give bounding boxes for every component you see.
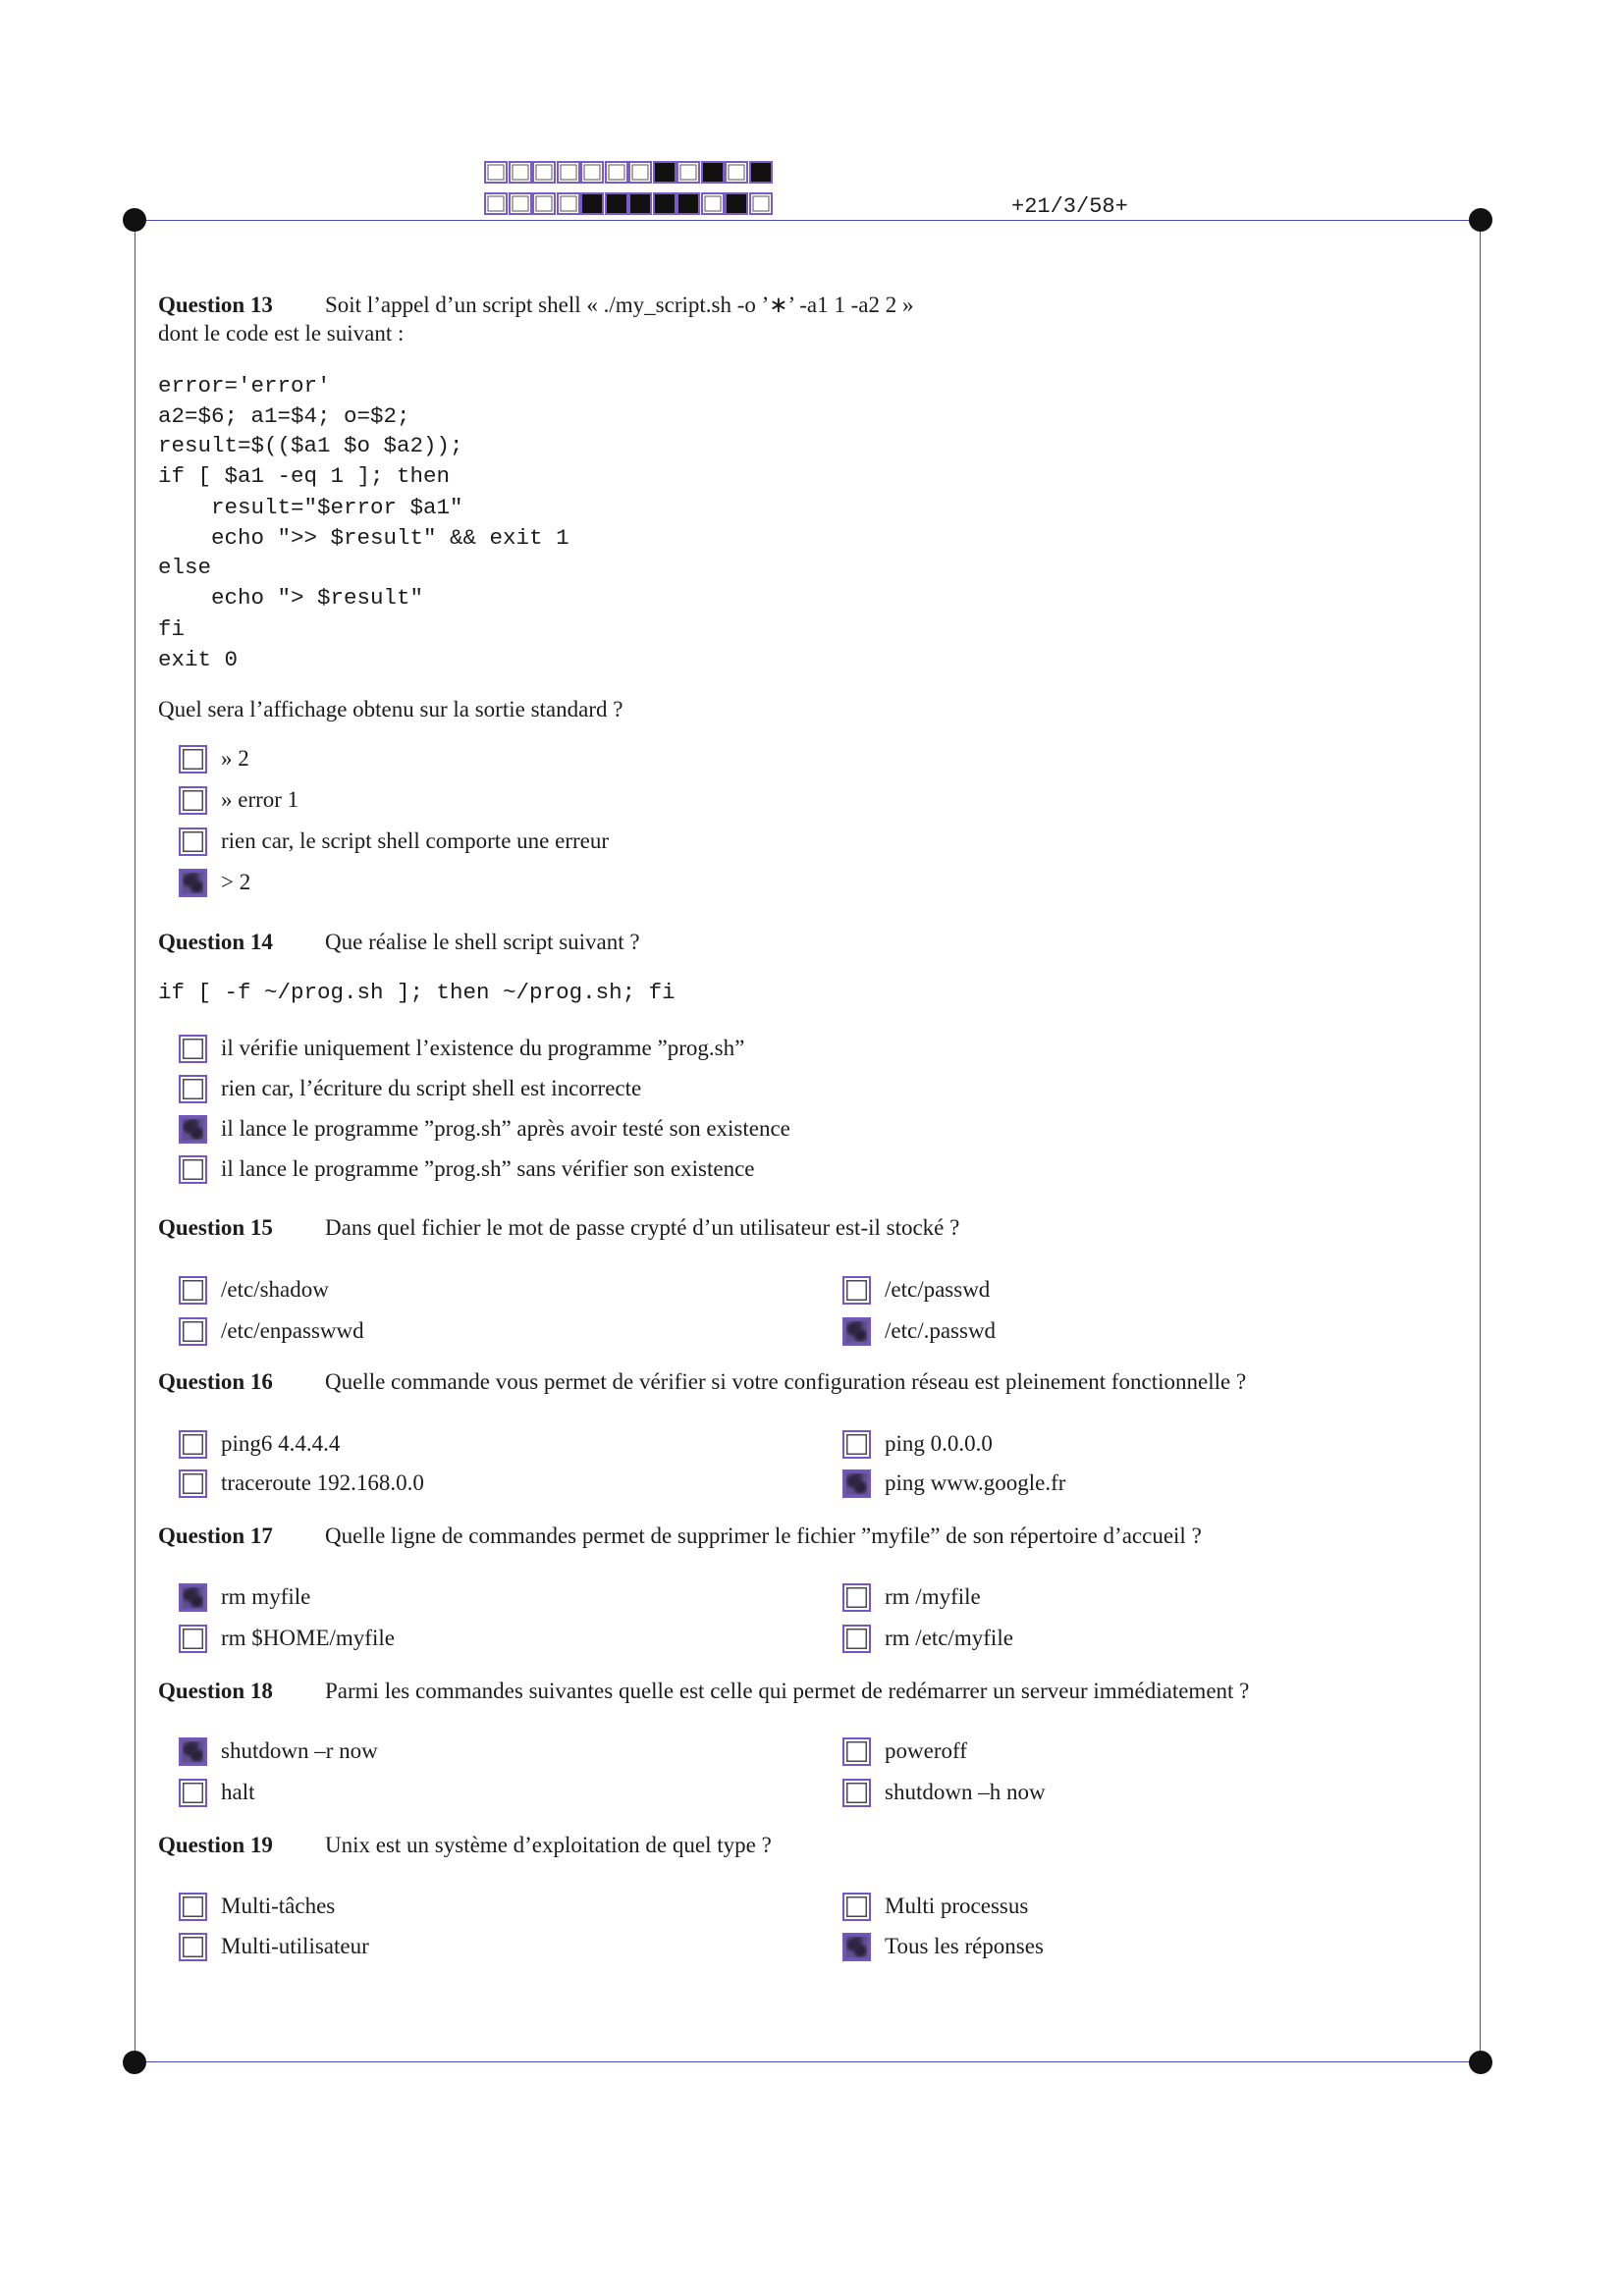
answer-option: [179, 1429, 340, 1459]
answer-label: /etc/passwd: [885, 1277, 991, 1302]
answer-label: rm myfile: [221, 1584, 311, 1609]
answer-label: ping 0.0.0.0: [885, 1431, 993, 1456]
answer-option: [179, 1316, 364, 1346]
answer-label: Multi-tâches: [221, 1894, 336, 1918]
answer-checkbox[interactable]: [179, 1155, 207, 1184]
answer-option: [179, 1074, 641, 1103]
answer-checkbox[interactable]: [179, 1469, 207, 1498]
answer-label: Multi processus: [885, 1894, 1029, 1918]
answer-option: [179, 744, 249, 774]
answer-checkbox[interactable]: [179, 1779, 207, 1807]
barcode-cell: [653, 192, 677, 215]
answer-checkbox[interactable]: [179, 1035, 207, 1063]
question-label: Question 19: [158, 1833, 273, 1857]
answer-label: ping www.google.fr: [885, 1470, 1066, 1495]
answer-option: [842, 1275, 990, 1305]
question-text: Soit l’appel d’un script shell « ./my_script.sh -o ’∗’ -a1 1 -a2 2 »: [325, 293, 914, 317]
barcode-cell: [749, 192, 773, 215]
barcode-cell: [484, 161, 508, 184]
barcode-cell: [557, 192, 580, 215]
barcode-cell: [725, 192, 748, 215]
question-text-continued: dont le code est le suivant :: [158, 321, 405, 346]
answer-label: il lance le programme ”prog.sh” sans vérifier son existence: [221, 1156, 755, 1181]
answer-option: [842, 1736, 967, 1766]
answer-option: [842, 1892, 1028, 1921]
barcode-cell: [749, 161, 773, 184]
question-text: Unix est un système d’exploitation de quel type ?: [325, 1833, 772, 1857]
code-line: if [ $a1 -eq 1 ]; then: [158, 463, 451, 489]
answer-option: [179, 827, 609, 856]
answer-checkbox[interactable]: [179, 1893, 207, 1921]
barcode-cell: [701, 161, 725, 184]
barcode-cell: [580, 192, 604, 215]
answer-checkbox[interactable]: [842, 1933, 871, 1961]
barcode-cell: [557, 161, 580, 184]
question-label: Question 17: [158, 1523, 273, 1548]
answer-label: /etc/enpasswwd: [221, 1318, 364, 1343]
barcode-cell: [628, 192, 652, 215]
answer-label: rien car, l’écriture du script shell est incorrecte: [221, 1076, 642, 1100]
corner-marker-top-right: [1469, 208, 1492, 232]
answer-option: [179, 1624, 395, 1653]
answer-checkbox[interactable]: [179, 1933, 207, 1961]
answer-checkbox[interactable]: [842, 1893, 871, 1921]
answer-checkbox[interactable]: [179, 1115, 207, 1144]
answer-option: [179, 1034, 744, 1063]
question-text: Dans quel fichier le mot de passe crypté d’un utilisateur est-il stocké ?: [325, 1215, 960, 1240]
code-line: echo "> $result": [158, 585, 424, 611]
code-line: error='error': [158, 373, 331, 399]
question-label: Question 14: [158, 930, 273, 954]
barcode-cell: [605, 161, 628, 184]
barcode-cell: [701, 192, 725, 215]
question-text: Parmi les commandes suivantes quelle est celle qui permet de redémarrer un serveur immédiatement ?: [325, 1679, 1250, 1703]
answer-label: /etc/shadow: [221, 1277, 329, 1302]
question-text: Que réalise le shell script suivant ?: [325, 930, 640, 954]
code-line: fi: [158, 616, 186, 642]
code-line: if [ -f ~/prog.sh ]; then ~/prog.sh; fi: [158, 980, 676, 1005]
answer-option: [179, 868, 250, 897]
answer-label: il lance le programme ”prog.sh” après avoir testé son existence: [221, 1116, 790, 1141]
question-text: Quelle ligne de commandes permet de supprimer le fichier ”myfile” de son répertoire d’accueil ?: [325, 1523, 1202, 1548]
answer-option: [842, 1429, 993, 1459]
answer-checkbox[interactable]: [179, 869, 207, 897]
question-label: Question 13: [158, 293, 273, 317]
answer-label: rm /myfile: [885, 1584, 981, 1609]
answer-checkbox[interactable]: [179, 1737, 207, 1766]
question-label: Question 15: [158, 1215, 273, 1240]
corner-marker-bottom-left: [123, 2051, 146, 2074]
answer-checkbox[interactable]: [842, 1779, 871, 1807]
answer-label: Tous les réponses: [885, 1934, 1044, 1958]
answer-checkbox[interactable]: [842, 1737, 871, 1766]
answer-label: /etc/.passwd: [885, 1318, 997, 1343]
answer-option: [179, 1736, 378, 1766]
answer-option: [179, 1932, 369, 1961]
answer-label: shutdown –r now: [221, 1738, 378, 1763]
barcode-cell: [509, 192, 532, 215]
answer-checkbox[interactable]: [179, 745, 207, 774]
answer-checkbox[interactable]: [842, 1625, 871, 1653]
barcode-cell: [653, 161, 677, 184]
barcode-cell: [725, 161, 748, 184]
answer-option: [179, 1778, 255, 1807]
answer-option: [179, 785, 298, 815]
code-line: result=$(($a1 $o $a2));: [158, 433, 463, 458]
answer-option: [179, 1154, 755, 1184]
answer-checkbox[interactable]: [842, 1430, 871, 1459]
barcode-cell: [532, 192, 556, 215]
code-line: else: [158, 555, 212, 580]
answer-label: rm /etc/myfile: [885, 1626, 1013, 1650]
answer-option: [842, 1316, 996, 1346]
barcode-cell: [484, 192, 508, 215]
answer-label: halt: [221, 1780, 255, 1804]
answer-option: [179, 1582, 310, 1612]
answer-option: [842, 1468, 1065, 1498]
answer-checkbox[interactable]: [179, 1317, 207, 1346]
barcode-cell: [677, 161, 700, 184]
answer-checkbox[interactable]: [842, 1583, 871, 1612]
page-code: +21/3/58+: [1011, 194, 1128, 219]
answer-checkbox[interactable]: [179, 828, 207, 856]
answer-label: traceroute 192.168.0.0: [221, 1470, 424, 1495]
barcode-cell: [509, 161, 532, 184]
answer-label: » error 1: [221, 787, 299, 812]
answer-checkbox[interactable]: [179, 786, 207, 815]
answer-label: Multi-utilisateur: [221, 1934, 369, 1958]
question-label: Question 16: [158, 1369, 273, 1394]
answer-checkbox[interactable]: [842, 1469, 871, 1498]
barcode-cell: [580, 161, 604, 184]
answer-label: > 2: [221, 870, 251, 894]
question-prompt: Quel sera l’affichage obtenu sur la sortie standard ?: [158, 697, 623, 721]
answer-label: » 2: [221, 746, 249, 771]
answer-option: [842, 1932, 1044, 1961]
barcode-cell: [628, 161, 652, 184]
answer-option: [179, 1275, 329, 1305]
answer-label: il vérifie uniquement l’existence du programme ”prog.sh”: [221, 1036, 745, 1060]
answer-checkbox[interactable]: [179, 1625, 207, 1653]
answer-label: poweroff: [885, 1738, 967, 1763]
answer-checkbox[interactable]: [179, 1430, 207, 1459]
question-label: Question 18: [158, 1679, 273, 1703]
answer-label: shutdown –h now: [885, 1780, 1046, 1804]
answer-label: ping6 4.4.4.4: [221, 1431, 341, 1456]
answer-option: [842, 1582, 981, 1612]
answer-option: [179, 1114, 790, 1144]
answer-checkbox[interactable]: [179, 1583, 207, 1612]
answer-checkbox[interactable]: [842, 1317, 871, 1346]
barcode-cell: [677, 192, 700, 215]
barcode-cell: [605, 192, 628, 215]
code-line: exit 0: [158, 647, 239, 672]
answer-checkbox[interactable]: [842, 1276, 871, 1305]
answer-option: [179, 1892, 335, 1921]
question-text: Quelle commande vous permet de vérifier si votre configuration réseau est pleinement fonctionnelle ?: [325, 1369, 1247, 1394]
answer-label: rm $HOME/myfile: [221, 1626, 395, 1650]
corner-marker-top-left: [123, 208, 146, 232]
answer-checkbox[interactable]: [179, 1075, 207, 1103]
code-line: result="$error $a1": [158, 495, 463, 520]
answer-option: [179, 1468, 424, 1498]
corner-marker-bottom-right: [1469, 2051, 1492, 2074]
answer-checkbox[interactable]: [179, 1276, 207, 1305]
code-line: echo ">> $result" && exit 1: [158, 525, 569, 551]
code-line: a2=$6; a1=$4; o=$2;: [158, 403, 410, 429]
answer-label: rien car, le script shell comporte une erreur: [221, 828, 610, 853]
barcode-cell: [532, 161, 556, 184]
answer-option: [842, 1624, 1013, 1653]
answer-option: [842, 1778, 1046, 1807]
